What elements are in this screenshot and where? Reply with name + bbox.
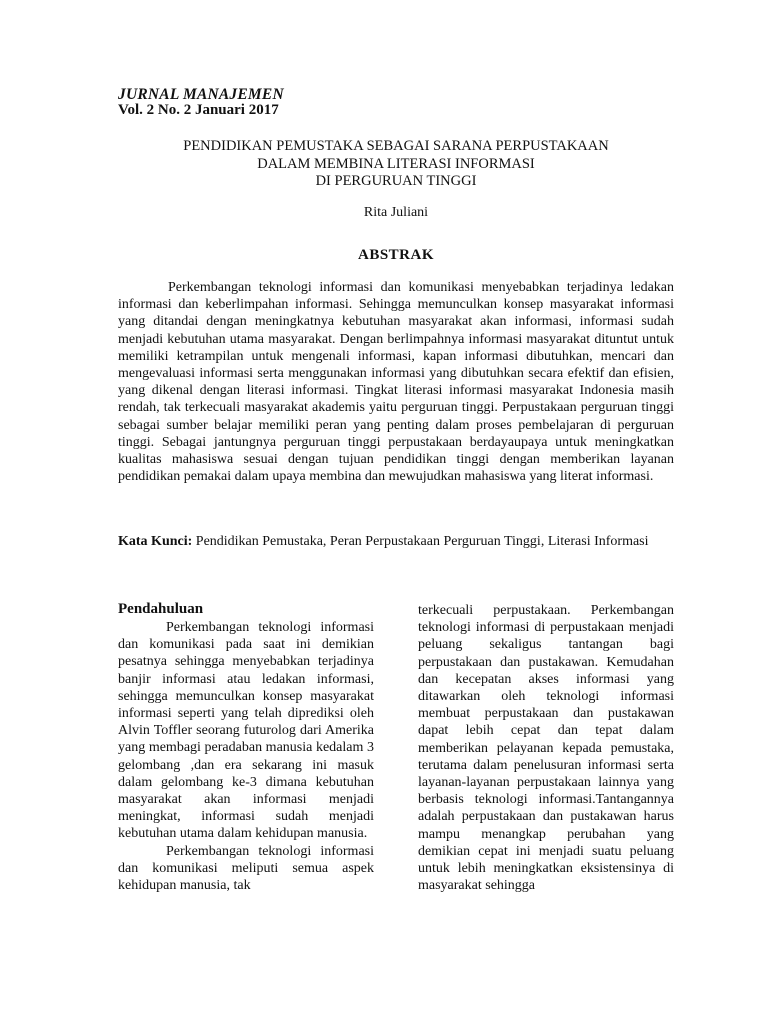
right-column	[418, 602, 674, 894]
body-paragraph: Perkembangan teknologi informasi dan komunikasi pada saat ini demikian pesatnya sehingga menyebabkan terjadinya banjir informasi atau ledakan informasi, sehingga memunculkan konsep masyarakat informasi seperti yang telah diprediksi oleh Alvin Toffler seorang futurolog dari Amerika yang membagi peradaban manusia kedalam 3 gelombang ,dan era sekarang ini masuk dalam gelombang ke-3 dimana kebutuhan masyarakat akan informasi menjadi meningkat, informasi sudah menjadi kebutuhan utama dalam kehidupan manusia.	[118, 620, 374, 842]
keywords-text: Pendidikan Pemustaka, Peran Perpustakaan Perguruan Tinggi, Literasi Informasi	[195, 534, 649, 549]
abstract-heading: ABSTRAK	[357, 247, 435, 263]
journal-name: JURNAL MANAJEMEN	[118, 86, 284, 103]
title-line-2: DALAM MEMBINA LITERASI INFORMASI	[257, 155, 535, 172]
keywords-label: Kata Kunci:	[118, 534, 193, 549]
author-name: Rita Juliani	[363, 205, 429, 220]
body-paragraph: Perkembangan teknologi informasi dan komunikasi meliputi semua aspek kehidupan manusia, tak	[118, 843, 374, 894]
title-line-3: DI PERGURUAN TINGGI	[315, 173, 477, 189]
paper-title	[118, 138, 674, 191]
section-heading-pendahuluan: Pendahuluan	[118, 601, 204, 617]
abstract-text: Perkembangan teknologi informasi dan komunikasi menyebabkan terjadinya ledakan informasi dan keberlimpahan informasi. Sehingga memunculkan konsep masyarakat informasi yang ditandai dengan meningkatnya kebutuhan masyarakat akan informasi, informasi sudah menjadi kebutuhan utama masyarakat. Dengan berlimpahnya informasi masyarakat dituntut untuk memiliki ketrampilan untuk mengenali informasi, kapan informasi dibutuhkan, mencari dan mengevaluasi informasi serta menggunakan informasi yang dibutuhkan secara efektif dan efisien, yang dikenal dengan literasi informasi. Tingkat literasi informasi masyarakat Indonesia masih rendah, tak terkecuali masyarakat akademis yaitu perguruan tinggi. Perpustakaan perguruan tinggi sebagai sumber belajar memiliki peran yang penting dalam proses pembelajaran di perguruan tinggi. Sebagai jantungnya perguruan tinggi perpustakaan berdayaupaya untuk meningkatkan kualitas mahasiswa sesuai dengan tujuan pendidikan tinggi dengan memberikan layanan pendidikan pemakai dalam upaya membina dan mewujudkan mahasiswa yang literat informasi.	[118, 280, 674, 485]
title-line-1: PENDIDIKAN PEMUSTAKA SEBAGAI SARANA PERPUSTAKAAN	[183, 138, 609, 154]
left-column	[118, 600, 374, 894]
keywords	[118, 533, 674, 551]
journal-volume: Vol. 2 No. 2 Januari 2017	[118, 102, 279, 118]
body-paragraph: terkecuali perpustakaan. Perkembangan teknologi informasi di perpustakaan menjadi peluang sekaligus tantangan bagi perpustakaan dan pustakawan. Kemudahan dan kecepatan akses informasi yang ditawarkan oleh teknologi informasi membuat perpustakaan dan pustakawan dapat lebih cepat dan tepat dalam memberikan pelayanan kepada pemustaka, terutama dalam penelusuran informasi serta layanan-layanan perpustakaan lainnya yang berbasis teknologi informasi.Tantangannya adalah perpustakaan dan pustakawan harus mampu menangkap perubahan yang demikian cepat ini menjadi suatu peluang untuk lebih meningkatkan eksistensinya di masyarakat sehingga	[418, 603, 674, 894]
